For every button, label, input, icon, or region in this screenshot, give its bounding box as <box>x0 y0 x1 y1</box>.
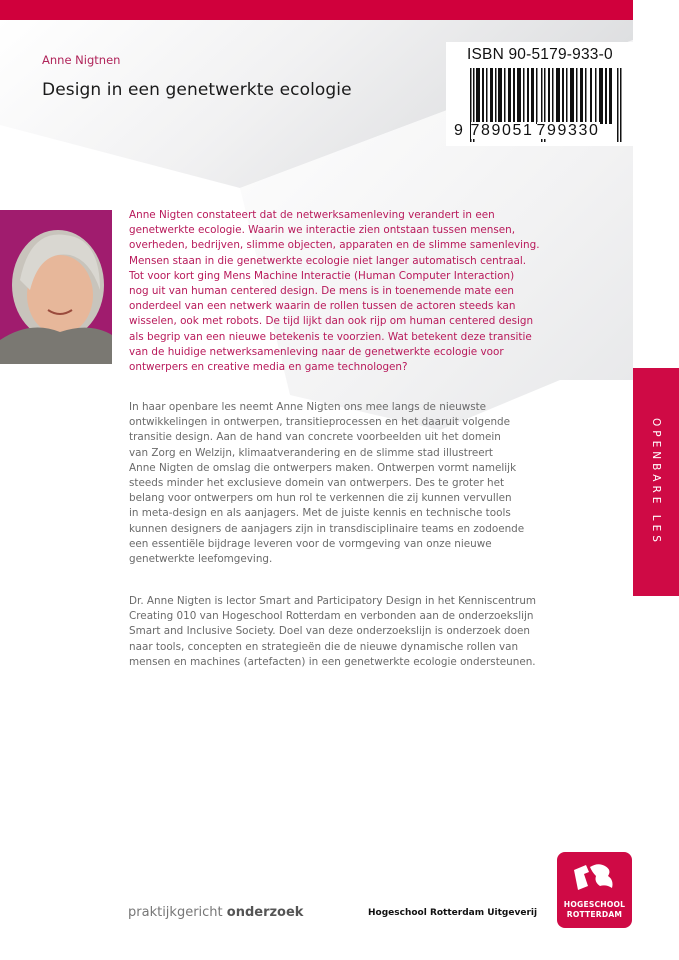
text-line: van de huidige netwerksamenleving naar de genetwerkte ecologie voor <box>129 345 504 358</box>
text-line: onderdeel van een netwerk waarin de rollen tussen de actoren steeds kan <box>129 300 516 313</box>
publisher-name: Hogeschool Rotterdam Uitgeverij <box>368 908 538 918</box>
ean-group-2: 799330 <box>536 122 600 139</box>
text-line: wisselen, ook met robots. De tijd lijkt dan ook rijp om human centered design <box>129 315 534 328</box>
text-line: Creating 010 van Hogeschool Rotterdam en verbonden aan de onderzoekslijn <box>129 610 534 623</box>
ean-group-1: 789051 <box>470 122 534 139</box>
text-line: ontwerpers en creative media en game technologen? <box>129 361 408 374</box>
body-paragraph-2 <box>129 400 559 567</box>
series-label-bold: onderzoek <box>226 905 304 920</box>
side-tab-openbare-les <box>633 368 679 596</box>
text-line: genetwerkte ecologie. Waarin we interactie zien ontstaan tussen mensen, <box>129 224 516 237</box>
text-line: nog uit van human centered design. De mens is in toenemende mate een <box>129 285 514 298</box>
hogeschool-rotterdam-logo <box>557 852 632 928</box>
text-line: steeds minder het exclusieve domein van ontwerpers. Des te groter het <box>129 477 505 490</box>
text-line: naar tools, concepten en strategieën die de nieuwe dynamische rollen van <box>129 640 519 653</box>
text-line: in meta-design en als aanjagers. Met de juiste kennis en technische tools <box>129 507 511 520</box>
portrait-image <box>0 210 112 364</box>
logo-line-2: ROTTERDAM <box>566 910 623 919</box>
text-line: mensen en machines (artefacten) in een genetwerkte ecologie ondersteunen. <box>129 655 536 668</box>
intro-paragraph <box>129 208 559 375</box>
ean-first-digit: 9 <box>454 122 465 139</box>
text-line: belang voor ontwerpers om hun rol te verkennen die zij kunnen vervullen <box>129 492 512 505</box>
book-title: Design in een genetwerkte ecologie <box>42 80 352 100</box>
text-line: als begrip van een nieuwe betekenis te voorzien. Wat betekent deze transitie <box>129 330 532 343</box>
text-line: transitie design. Aan de hand van concrete voorbeelden uit het domein <box>129 431 501 444</box>
ean-digits <box>454 122 600 140</box>
text-line: Dr. Anne Nigten is lector Smart and Participatory Design in het Kenniscentrum <box>129 595 537 607</box>
text-line: Tot voor kort ging Mens Machine Interactie (Human Computer Interaction) <box>129 269 515 282</box>
logo-line-1: HOGESCHOOL <box>563 900 626 909</box>
text-line: Anne Nigten constateert dat de netwerksamenleving verandert in een <box>129 209 495 221</box>
text-line: een essentiële bijdrage leveren voor de vormgeving van onze nieuwe <box>129 537 492 550</box>
author-photo <box>0 210 112 364</box>
isbn-label: ISBN 90-5179-933-0 <box>467 46 613 63</box>
author-name: Anne Nigtnen <box>42 53 121 67</box>
text-line: van Zorg en Welzijn, klimaatverandering en de slimme stad illustreert <box>129 446 493 459</box>
hr-logo-text <box>557 900 632 920</box>
text-line: overheden, bedrijven, slimme objecten, apparaten en de slimme samenleving. <box>129 239 540 252</box>
text-line: Smart and Inclusive Society. Doel van deze onderzoekslijn is onderzoek doen <box>129 625 530 638</box>
text-line: ontwikkelingen in ontwerpen, transitieprocessen en het daaruit volgende <box>129 416 511 429</box>
hr-logo-mark-icon <box>572 862 617 894</box>
text-line: Anne Nigten de omslag die ontwerpers maken. Ontwerpen vormt namelijk <box>129 461 517 474</box>
text-line: Mensen staan in die genetwerkte ecologie niet langer automatisch centraal. <box>129 254 527 267</box>
side-tab-label: OPENBARE LES <box>650 418 662 546</box>
author-bio-paragraph <box>129 594 559 670</box>
text-line: genetwerkte leefomgeving. <box>129 553 273 566</box>
text-line: In haar openbare les neemt Anne Nigten ons mee langs de nieuwste <box>129 401 487 413</box>
isbn-barcode-block <box>446 42 633 146</box>
top-accent-bar <box>0 0 633 20</box>
series-label-light: praktijkgericht <box>128 905 227 920</box>
text-line: kunnen designers de aanjagers zijn in transdisciplinaire teams en zodoende <box>129 522 525 535</box>
series-label <box>128 905 303 920</box>
